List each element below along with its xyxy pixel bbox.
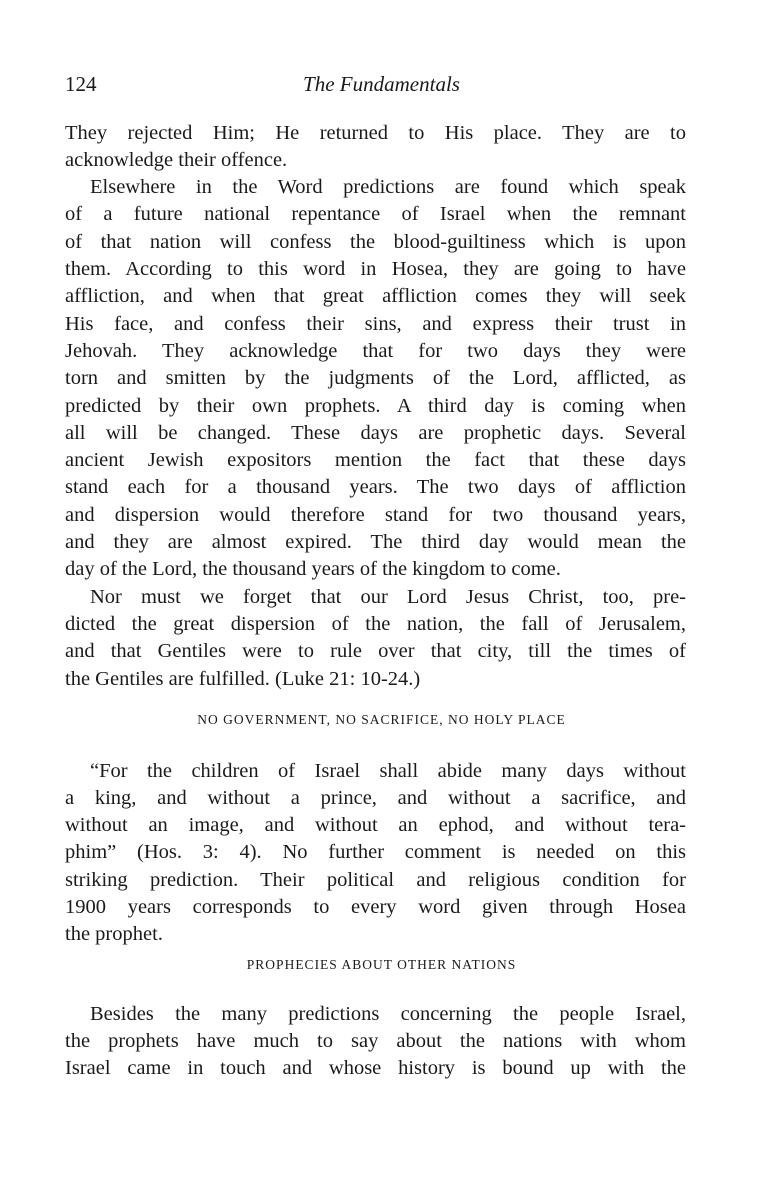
text-line: and they are almost expired. The third day would mean the xyxy=(65,531,686,553)
text-line: acknowledge their offence. xyxy=(65,149,288,171)
text-line: day of the Lord, the thousand years of the kingdom to come. xyxy=(65,558,561,580)
page-number: 124 xyxy=(65,72,97,96)
text-line: and that Gentiles were to rule over that city, till the times of xyxy=(65,640,686,662)
text-line: They rejected Him; He returned to His place. They are to xyxy=(65,122,686,144)
text-line: dicted the great dispersion of the nation, the fall of Jerusalem, xyxy=(65,613,686,635)
text-line: the prophets have much to say about the nations with whom xyxy=(65,1030,686,1052)
text-line: phim” (Hos. 3: 4). No further comment is needed on this xyxy=(65,841,686,863)
text-line: Besides the many predictions concerning the people Israel, xyxy=(90,1003,686,1025)
text-line: torn and smitten by the judgments of the Lord, afflicted, as xyxy=(65,367,686,389)
text-line: and dispersion would therefore stand for two thousand years, xyxy=(65,504,686,526)
text-line: them. According to this word in Hosea, they are going to have xyxy=(65,258,686,280)
text-line: of that nation will confess the blood-guiltiness which is upon xyxy=(65,231,686,253)
text-line: Elsewhere in the Word predictions are found which speak xyxy=(90,176,686,198)
text-line: affliction, and when that great affliction comes they will seek xyxy=(65,285,686,307)
text-line: Jehovah. They acknowledge that for two days they were xyxy=(65,340,686,362)
section-heading: PROPHECIES ABOUT OTHER NATIONS xyxy=(246,957,517,972)
text-line: Israel came in touch and whose history is bound up with the xyxy=(65,1057,686,1079)
section-heading: NO GOVERNMENT, NO SACRIFICE, NO HOLY PLACE xyxy=(197,712,566,727)
text-line: “For the children of Israel shall abide many days without xyxy=(90,760,686,782)
text-line: all will be changed. These days are prophetic days. Several xyxy=(65,422,686,444)
text-line: stand each for a thousand years. The two days of affliction xyxy=(65,476,686,498)
text-line: the prophet. xyxy=(65,923,163,945)
text-line: a king, and without a prince, and without a sacrifice, and xyxy=(65,787,686,809)
text-line: ancient Jewish expositors mention the fact that these days xyxy=(65,449,686,471)
text-line: of a future national repentance of Israel when the remnant xyxy=(65,203,686,225)
text-line: the Gentiles are fulfilled. (Luke 21: 10-24.) xyxy=(65,668,421,690)
text-line: striking prediction. Their political and religious condition for xyxy=(65,869,686,891)
text-line: without an image, and without an ephod, and without tera- xyxy=(65,814,686,836)
text-line: Nor must we forget that our Lord Jesus Christ, too, pre- xyxy=(90,586,686,608)
text-line: 1900 years corresponds to every word given through Hosea xyxy=(65,896,686,918)
text-line: predicted by their own prophets. A third day is coming when xyxy=(65,395,686,417)
text-line: His face, and confess their sins, and express their trust in xyxy=(65,313,686,335)
running-title: The Fundamentals xyxy=(303,72,460,96)
